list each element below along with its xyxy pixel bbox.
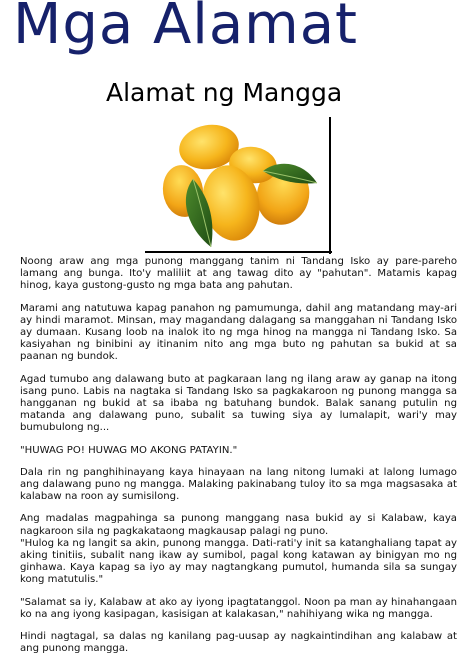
paragraph: Hindi nagtagal, sa dalas ng kanilang pag-uusap ay nagkaintindihan ang kalabaw at ang punong mangga. (20, 631, 457, 655)
story-title: Alamat ng Mangga (106, 78, 343, 107)
story-body (20, 256, 457, 665)
mango-illustration-icon (153, 119, 323, 249)
paragraph: Dala rin ng panghihinayang kaya hinayaan na lang nitong lumaki at lalong lumago ang dalawang puno ng mangga. Malaking pakinabang tuloy ito sa mga magsasaka at kalabaw na roon ay sumisilong. (20, 466, 457, 503)
paragraph: "Salamat sa iy, Kalabaw at ako ay iyong ipagtatanggol. Noon pa man ay hinahangaan ko na ang iyong kasipagan, kasisigan at kalakasan," nahihiyang wika ng mangga. (20, 596, 457, 620)
frame-line-vertical (329, 117, 331, 254)
paragraph: Noong araw ang mga punong manggang tanim ni Tandang Isko ay pare-pareho lamang ang bunga. Ito'y maliliit at ang tawag dito ay "pahutan". Matamis kapag hinog, kaya gustong-gusto ng mga bata ang pahutan. (20, 256, 457, 292)
paragraph: "Hulog ka ng langit sa akin, punong mangga. Dati-rati'y init sa katanghaliang tapat ay aking tinitiis, subalit nang ikaw ay sumibol, pagal kong katawan ay binigyan mo ng ginhawa. Kaya kapag sa iyo ay may nagtangkang pumutol, humanda sila sa sungay kong matutulis." (20, 537, 457, 586)
paragraph: Agad tumubo ang dalawang buto at pagkaraan lang ng ilang araw ay ganap na itong isang puno. Labis na nagtaka si Tandang Isko sa pagkakaroon ng punong mangga sa hangganan ng bukid at sa ibaba ng batuhang bundok. Balak sanang putulin ng matanda ang dalawang puno, subalit sa tuwing siya ay lumalapit, wari'y may bumubulong ng... (20, 373, 457, 434)
mango-figure (145, 113, 332, 253)
paragraph: Marami ang natutuwa kapag panahon ng pamumunga, dahil ang matandang may-ari ay hindi maramot. Minsan, may magandang dalagang sa manggahan ni Tandang Isko ay dumaan. Kusang loob na inalok ito ng mga hinog na mangga ni Tandang Isko. Sa kasiyahan ng binibini ay itinanim nito ang mga buto ng pahutan sa bukid at sa paanan ng bundok. (20, 302, 457, 363)
paragraph: Ang madalas magpahinga sa punong manggang nasa bukid ay si Kalabaw, kaya nagkaroon sila ng pagkakataong magkausap palagi ng puno. (20, 513, 457, 537)
collection-title: Mga Alamat (13, 0, 358, 57)
frame-line-horizontal (145, 251, 332, 253)
paragraph: "HUWAG PO! HUWAG MO AKONG PATAYIN." (20, 444, 238, 456)
